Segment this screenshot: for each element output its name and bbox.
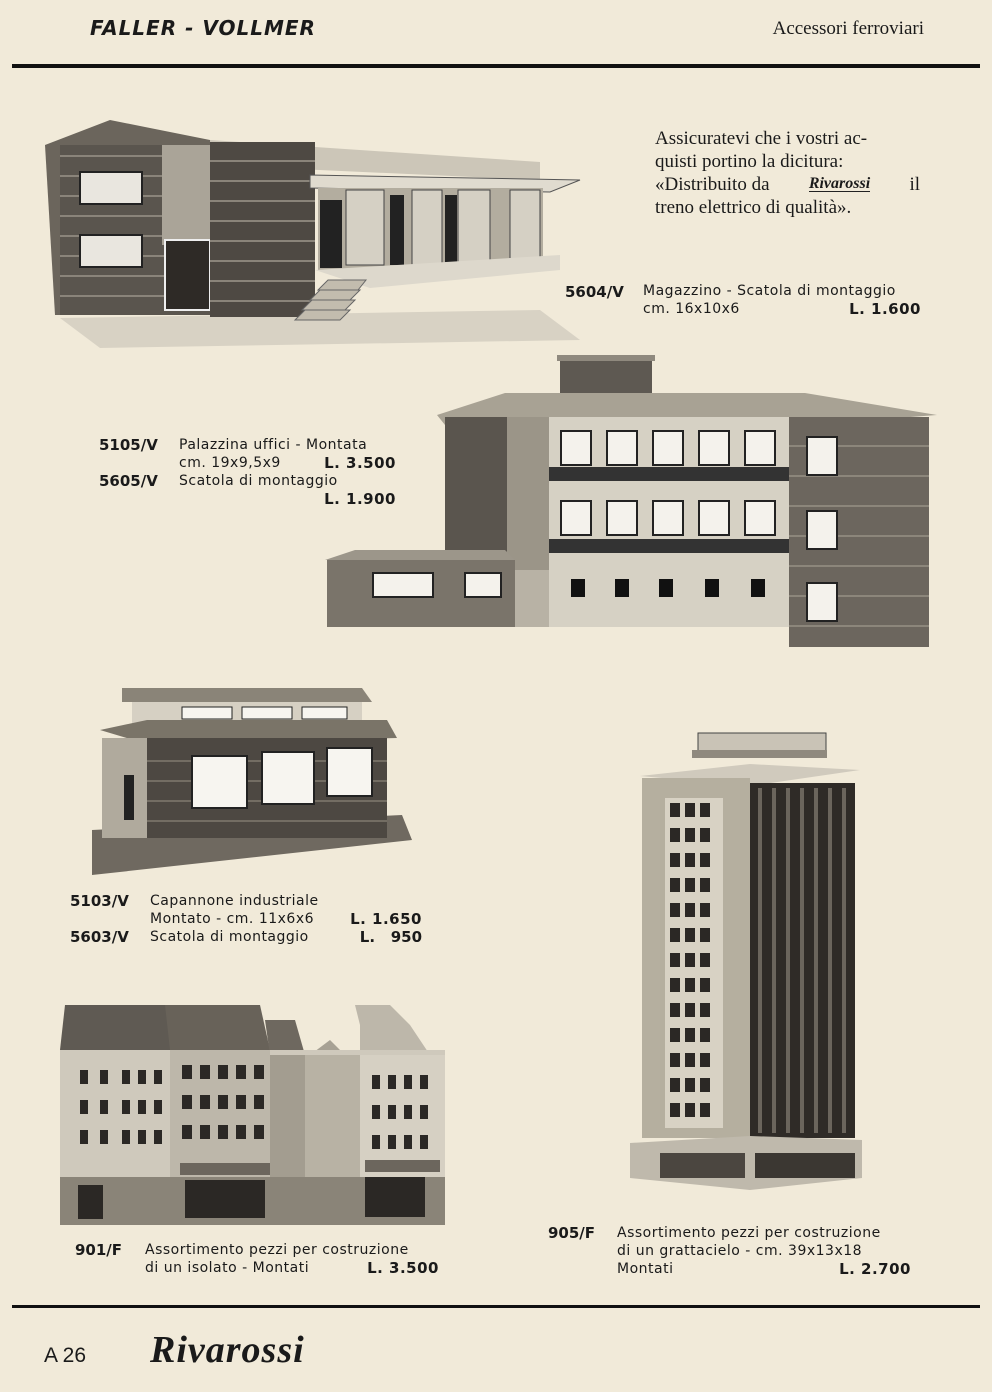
product-name-5604: Magazzino - Scatola di montaggio	[643, 283, 896, 299]
product-code-905: 905/F	[548, 1224, 596, 1242]
product-price-5603: L. 950	[359, 928, 422, 946]
product-price-5604: L. 1.600	[849, 300, 921, 318]
footer-rule	[12, 1305, 980, 1308]
page-number: A 26	[44, 1344, 87, 1367]
section-title: Accessori ferroviari	[772, 18, 924, 39]
product-name-5605: Scatola di montaggio	[179, 473, 338, 489]
skyscraper-photo	[630, 728, 865, 1198]
product-price-5605: L. 1.900	[324, 490, 396, 508]
notice-line-3-post: il	[909, 174, 920, 195]
product-block-5105	[99, 436, 396, 509]
warehouse-photo	[40, 100, 590, 350]
product-line2-905: di un grattacielo - cm. 39x13x18	[617, 1243, 863, 1259]
product-line2-901: di un isolato - Montati	[145, 1260, 310, 1276]
product-code-5105: 5105/V	[99, 436, 158, 454]
notice-line-3-pre: «Distribuito da	[655, 174, 770, 195]
industrial-shed-photo	[92, 680, 417, 880]
notice-line-1: Assicuratevi che i vostri ac-	[655, 128, 868, 149]
product-code-901: 901/F	[75, 1241, 123, 1259]
product-name-5103: Capannone industriale	[150, 893, 319, 909]
product-dims-5103: Montato - cm. 11x6x6	[150, 911, 315, 927]
notice-line-4: treno elettrico di qualità».	[655, 197, 852, 218]
product-name-905: Assortimento pezzi per costruzione	[617, 1225, 881, 1241]
product-code-5603: 5603/V	[70, 928, 129, 946]
product-code-5604: 5604/V	[565, 283, 624, 301]
product-code-5103: 5103/V	[70, 892, 129, 910]
product-line3-905: Montati	[617, 1261, 674, 1277]
brand-title: FALLER - VOLLMER	[90, 16, 316, 40]
product-code-5605: 5605/V	[99, 472, 158, 490]
product-dims-5604: cm. 16x10x6	[643, 301, 740, 317]
notice-line-3	[655, 173, 920, 196]
notice-text	[655, 127, 920, 219]
product-price-901: L. 3.500	[367, 1259, 439, 1277]
product-price-905: L. 2.700	[839, 1260, 911, 1278]
product-dims-5105: cm. 19x9,5x9	[179, 455, 281, 471]
notice-line-2: quisti portino la dicitura:	[655, 151, 844, 172]
rivarossi-logo: Rivarossi	[150, 1329, 305, 1371]
header-rule	[12, 64, 980, 68]
product-price-5103: L. 1.650	[350, 910, 422, 928]
product-desc-5604	[643, 282, 921, 318]
rivarossi-inline-logo: Rivarossi	[808, 175, 871, 192]
product-name-901: Assortimento pezzi per costruzione	[145, 1242, 409, 1258]
product-block-905	[548, 1224, 911, 1278]
product-block-901	[75, 1241, 439, 1277]
product-name-5603: Scatola di montaggio	[150, 929, 309, 945]
product-price-5105: L. 3.500	[324, 454, 396, 472]
product-name-5105: Palazzina uffici - Montata	[179, 437, 368, 453]
town-block-photo	[60, 995, 445, 1230]
office-building-photo	[325, 355, 937, 655]
product-block-5103	[70, 892, 422, 946]
